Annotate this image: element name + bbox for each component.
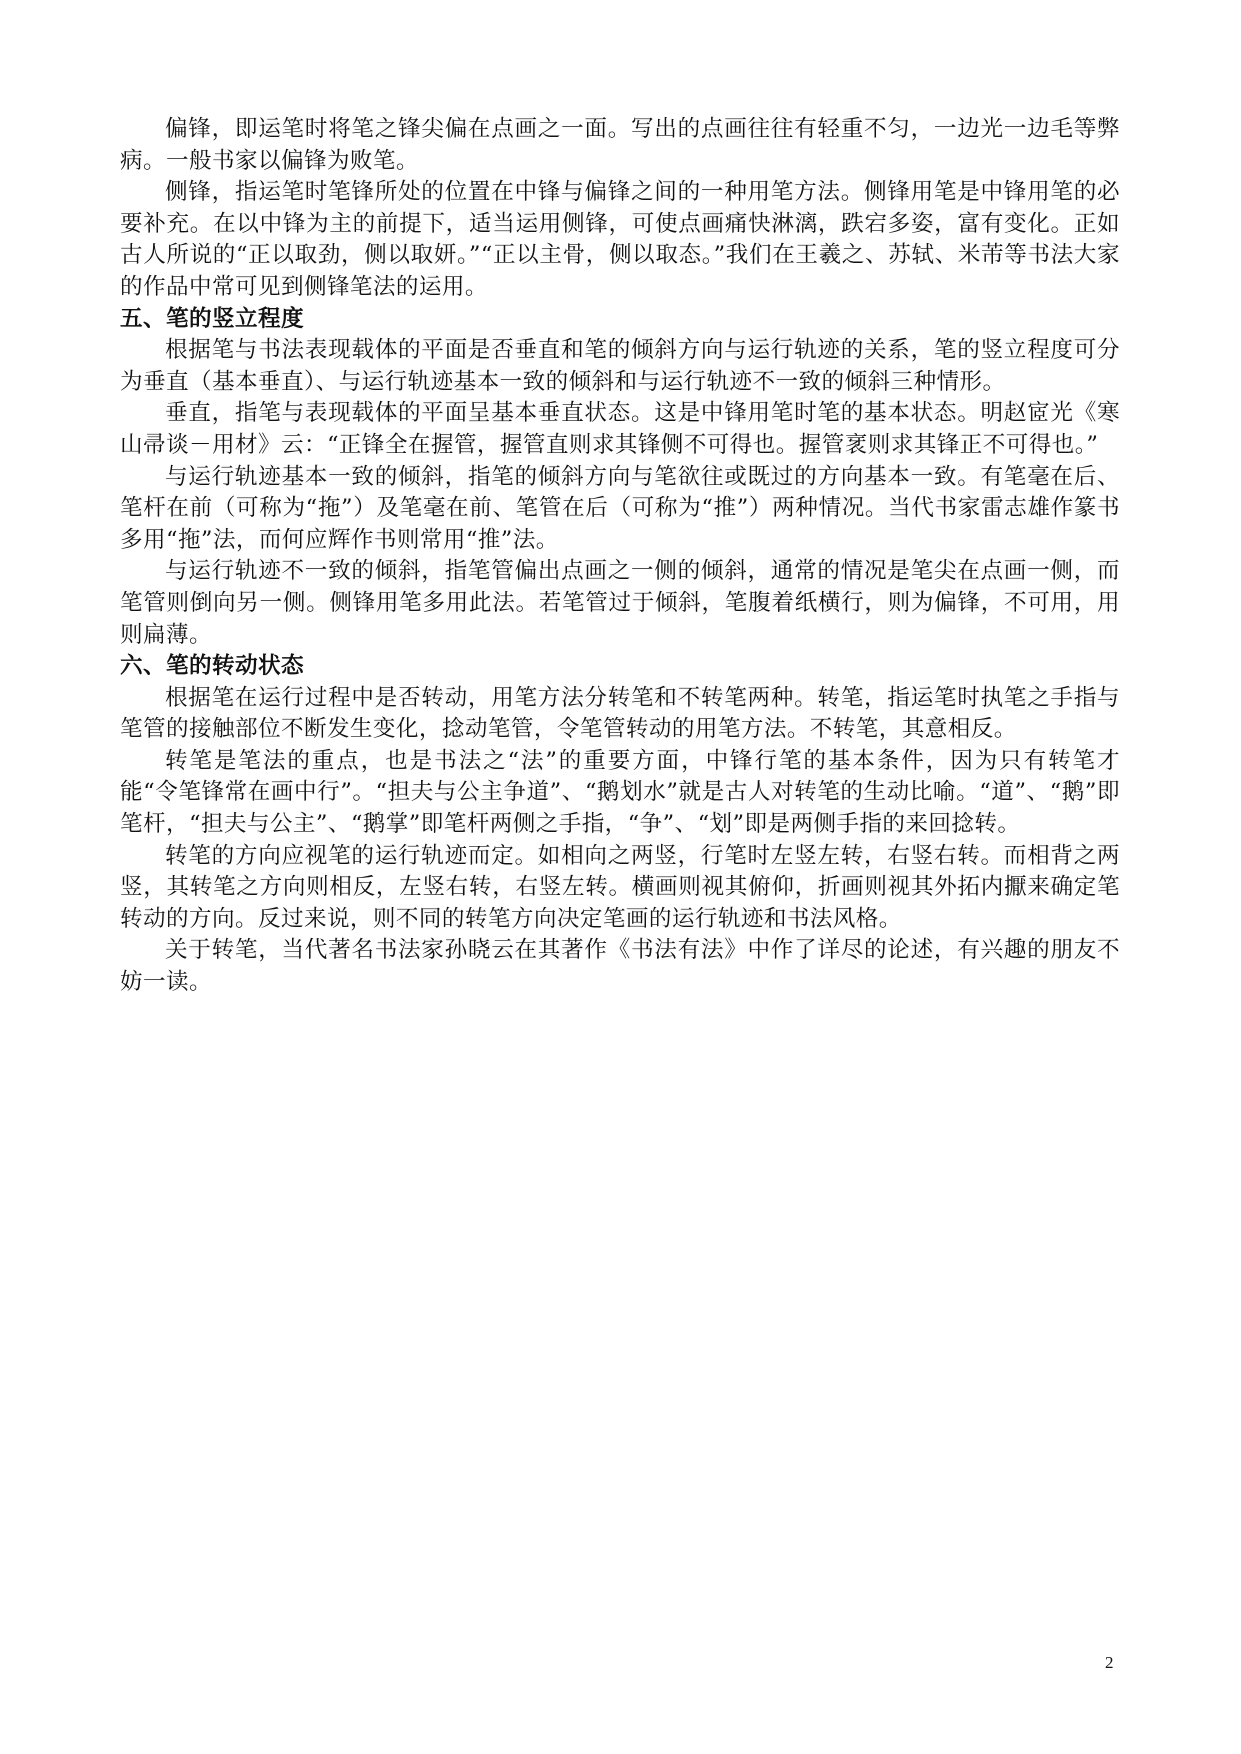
paragraph-aligned-tilt: 与运行轨迹基本一致的倾斜，指笔的倾斜方向与笔欲往或既过的方向基本一致。有笔毫在后、笔杆在前（可称为“拖”）及笔毫在前、笔管在后（可称为“推”）两种情况。当代书家雷志雄作篆书多用“拖”法，而何应辉作书则常用“推”法。: [120, 463, 1120, 553]
paragraph-zhuanbi-direction: 转笔的方向应视笔的运行轨迹而定。如相向之两竖，行笔时左竖左转，右竖右转。而相背之两竖，其转笔之方向则相反，左竖右转，右竖左转。横画则视其俯仰，折画则视其外拓内擫来确定笔转动的方向。反过来说，则不同的转笔方向决定笔画的运行轨迹和书法风格。: [120, 842, 1120, 932]
paragraph-zhuanbi-reference: 关于转笔，当代著名书法家孙晓云在其著作《书法有法》中作了详尽的论述，有兴趣的朋友不妨一读。: [120, 937, 1120, 996]
section-heading-6: 六、笔的转动状态: [120, 653, 304, 680]
paragraph-pianfeng: 偏锋，即运笔时将笔之锋尖偏在点画之一面。写出的点画往往有轻重不匀，一边光一边毛等弊病。一般书家以偏锋为败笔。: [120, 116, 1120, 174]
paragraph-section6-intro: 根据笔在运行过程中是否转动，用笔方法分转笔和不转笔两种。转笔，指运笔时执笔之手指与笔管的接触部位不断发生变化，捻动笔管，令笔管转动的用笔方法。不转笔，其意相反。: [120, 684, 1120, 743]
page-number: 2: [1105, 1653, 1114, 1672]
paragraph-zhuanbi-key: 转笔是笔法的重点，也是书法之“法”的重要方面，中锋行笔的基本条件，因为只有转笔才能“令笔锋常在画中行”。“担夫与公主争道”、“鹅划水”就是古人对转笔的生动比喻。“道”、“鹅”即笔杆，“担夫与公主”、“鹅掌”即笔杆两侧之手指，“争”、“划”即是两侧手指的来回捻转。: [120, 747, 1120, 838]
section-heading-5: 五、笔的竖立程度: [120, 305, 304, 332]
paragraph-section5-intro: 根据笔与书法表现载体的平面是否垂直和笔的倾斜方向与运行轨迹的关系，笔的竖立程度可分为垂直（基本垂直）、与运行轨迹基本一致的倾斜和与运行轨迹不一致的倾斜三种情形。: [120, 337, 1120, 395]
paragraph-unaligned-tilt: 与运行轨迹不一致的倾斜，指笔管偏出点画之一侧的倾斜，通常的情况是笔尖在点画一侧，而笔管则倒向另一侧。侧锋用笔多用此法。若笔管过于倾斜，笔腹着纸横行，则为偏锋，不可用，用则扁薄。: [120, 558, 1120, 648]
document-body: [120, 114, 1120, 999]
paragraph-vertical: 垂直，指笔与表现载体的平面呈基本垂直状态。这是中锋用笔时笔的基本状态。明赵宧光《寒山帚谈－用材》云：“正锋全在握管，握管直则求其锋侧不可得也。握管衺则求其锋正不可得也。”: [120, 400, 1120, 458]
paragraph-cefeng: 侧锋，指运笔时笔锋所处的位置在中锋与偏锋之间的一种用笔方法。侧锋用笔是中锋用笔的必要补充。在以中锋为主的前提下，适当运用侧锋，可使点画痛快淋漓，跌宕多姿，富有变化。正如古人所说的“正以取劲，侧以取妍。”“正以主骨，侧以取态。”我们在王羲之、苏轼、米芾等书法大家的作品中常可见到侧锋笔法的运用。: [120, 179, 1120, 300]
